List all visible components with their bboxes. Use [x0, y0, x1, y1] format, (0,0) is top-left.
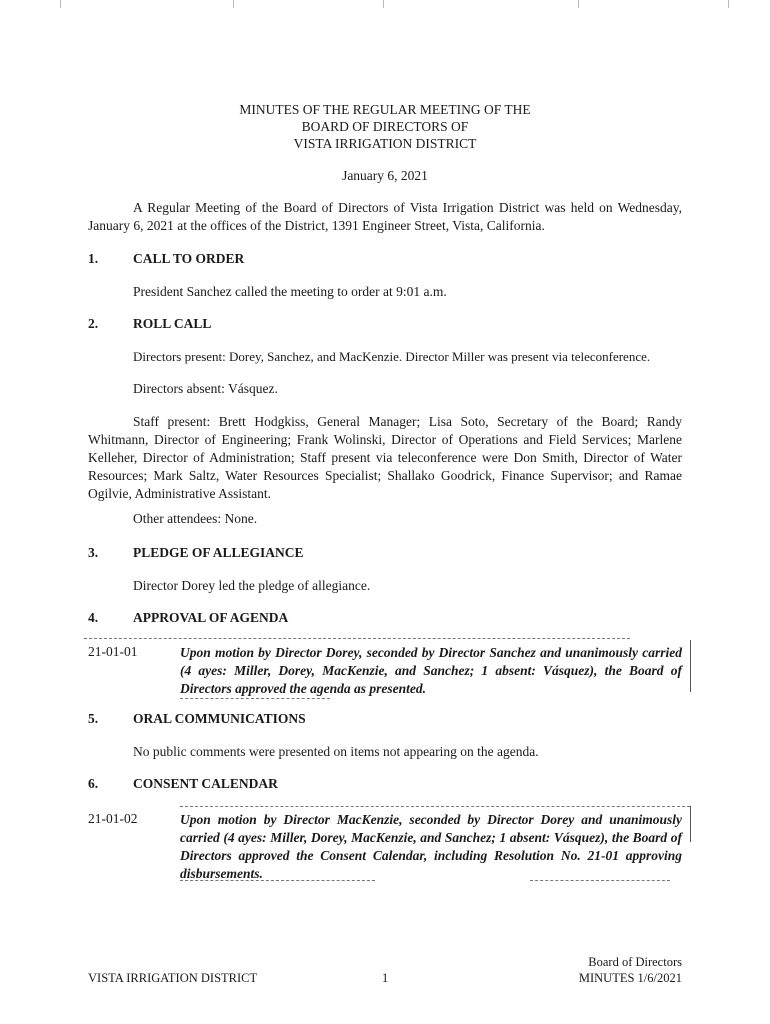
- section-number: 6.: [88, 776, 99, 791]
- motion-box-bottom: [530, 880, 670, 881]
- motion-box-top: [84, 638, 630, 639]
- section-number: 4.: [88, 610, 99, 625]
- section-heading-roll-call: ROLL CALL: [133, 316, 212, 331]
- scan-mark: [578, 0, 579, 8]
- section-number: 3.: [88, 545, 99, 560]
- section-heading-pledge: PLEDGE OF ALLEGIANCE: [133, 545, 304, 560]
- section-heading-consent-calendar: CONSENT CALENDAR: [133, 776, 278, 791]
- motion-box-bottom: [180, 698, 330, 699]
- motion-box-right: [690, 806, 691, 842]
- scan-mark: [233, 0, 234, 8]
- call-to-order-text: President Sanchez called the meeting to order at 9:01 a.m.: [133, 284, 447, 299]
- title-line-3: VISTA IRRIGATION DISTRICT: [293, 136, 477, 151]
- title-line-2: BOARD OF DIRECTORS OF: [301, 119, 469, 134]
- section-number: 1.: [88, 251, 99, 266]
- footer-district: VISTA IRRIGATION DISTRICT: [88, 971, 258, 985]
- other-attendees: Other attendees: None.: [133, 511, 258, 526]
- footer-minutes-date: MINUTES 1/6/2021: [578, 971, 682, 985]
- directors-present: Directors present: Dorey, Sanchez, and MacKenzie. Director Miller was present via teleconference.: [133, 349, 651, 364]
- motion-box-right: [690, 640, 691, 692]
- oral-communications-text: No public comments were presented on items not appearing on the agenda.: [133, 744, 539, 759]
- scan-mark: [60, 0, 61, 8]
- section-heading-approval-of-agenda: APPROVAL OF AGENDA: [133, 610, 289, 625]
- section-number: 2.: [88, 316, 99, 331]
- staff-present: Staff present: Brett Hodgkiss, General Manager; Lisa Soto, Secretary of the Board; Randy Whitmann, Director of Engineering; Frank Wolinski, Director of Operations and Field Services; Marlene Kelleher, Director of Administration; Staff present via teleconference were Don Smith, Director of Water Resources; Mark Saltz, Water Resources Specialist; Shallako Goodrick, Finance Supervisor; and Ramae Ogilvie, Administrative Assistant.: [88, 414, 682, 501]
- intro-paragraph: A Regular Meeting of the Board of Directors of Vista Irrigation District was held on Wednesday, January 6, 2021 at the offices of the District, 1391 Engineer Street, Vista, California.: [88, 200, 682, 233]
- motion-box-bottom: [180, 880, 375, 881]
- section-heading-call-to-order: CALL TO ORDER: [133, 251, 245, 266]
- motion-number: 21-01-02: [88, 811, 138, 826]
- footer-board: Board of Directors: [588, 955, 682, 969]
- motion-number: 21-01-01: [88, 644, 138, 659]
- title-line-1: MINUTES OF THE REGULAR MEETING OF THE: [239, 102, 531, 117]
- pledge-text: Director Dorey led the pledge of allegiance.: [133, 578, 371, 593]
- directors-absent: Directors absent: Vásquez.: [133, 381, 278, 396]
- section-heading-oral-communications: ORAL COMMUNICATIONS: [133, 711, 306, 726]
- meeting-date: January 6, 2021: [342, 168, 428, 183]
- section-number: 5.: [88, 711, 99, 726]
- motion-box-top: [180, 806, 690, 807]
- page-number: 1: [382, 971, 389, 985]
- motion-text: Upon motion by Director Dorey, seconded by Director Sanchez and unanimously carried (4 ayes: Miller, Dorey, MacKenzie, and Sanchez; 1 absent: Vásquez), the Board of Directors approved the agenda as presented.: [180, 645, 682, 696]
- scan-mark: [728, 0, 729, 8]
- motion-text: Upon motion by Director MacKenzie, seconded by Director Dorey and unanimously carried (4 ayes: Miller, Dorey, MacKenzie, and Sanchez; 1 absent: Vásquez), the Board of Directors approved the Consent Calendar, including Resolution No. 21-01 approving disbursements.: [180, 812, 682, 881]
- scan-mark: [383, 0, 384, 8]
